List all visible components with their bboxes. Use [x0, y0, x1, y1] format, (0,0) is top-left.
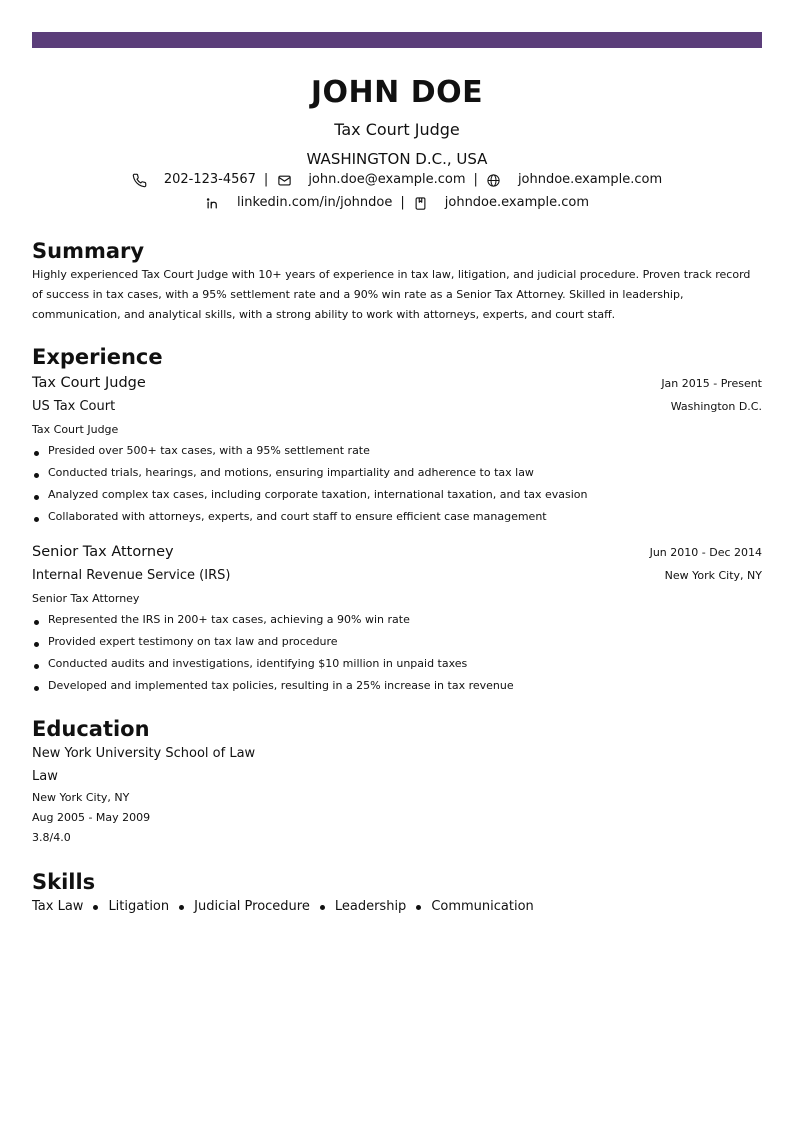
phone-text[interactable]: 202-123-4567: [163, 172, 256, 187]
job-location: Washington D.C.: [670, 400, 762, 413]
education-field: Law: [32, 769, 58, 784]
resume-page: [32, 32, 762, 918]
list-item: Conducted trials, hearings, and motions, ensuring impartiality and adherence to tax law: [32, 462, 762, 484]
bullet-dot: [93, 905, 98, 910]
bookmark-icon: [413, 195, 429, 211]
summary-text: Highly experienced Tax Court Judge with 10+ years of experience in tax law, litigation, and judicial procedure. Proven track record of success in tax cases, with a 95% settlement rate and a 90% win rate as a Senior Tax Attorney. Skilled in leadership, communication, and analytical skills, with a strong ability to work with attorneys, experts, and court staff.: [32, 268, 751, 321]
job-role: Tax Court Judge: [32, 423, 119, 436]
skill-item: Judicial Procedure: [194, 899, 310, 914]
list-item: Collaborated with attorneys, experts, and court staff to ensure efficient case management: [32, 506, 762, 528]
job-dates: Jan 2015 - Present: [661, 377, 762, 390]
skills-list: [32, 896, 762, 918]
separator: |: [473, 172, 478, 187]
job-title: Senior Tax Attorney: [32, 544, 174, 560]
contact-row-2: [32, 194, 762, 212]
skill-item: Tax Law: [32, 899, 84, 914]
education-gpa: 3.8/4.0: [32, 831, 71, 844]
job-role: Senior Tax Attorney: [32, 592, 140, 605]
candidate-title: Tax Court Judge: [334, 120, 460, 139]
list-item: Developed and implemented tax policies, resulting in a 25% increase in tax revenue: [32, 675, 762, 697]
list-item: Provided expert testimony on tax law and procedure: [32, 631, 762, 653]
globe-icon: [486, 172, 502, 188]
candidate-location: WASHINGTON D.C., USA: [306, 150, 488, 168]
skill-item: Leadership: [334, 899, 407, 914]
skill-item: Litigation: [108, 899, 170, 914]
candidate-name: JOHN DOE: [310, 75, 484, 110]
education-heading: Education: [32, 717, 150, 741]
portfolio-link[interactable]: johndoe.example.com: [444, 195, 589, 210]
education-dates: Aug 2005 - May 2009: [32, 811, 151, 824]
phone-icon: [132, 172, 148, 188]
education-school: New York University School of Law: [32, 746, 256, 761]
job-entry: [32, 540, 762, 697]
email-link[interactable]: john.doe@example.com: [308, 172, 466, 187]
bullet-dot: [179, 905, 184, 910]
list-item: Represented the IRS in 200+ tax cases, achieving a 90% win rate: [32, 609, 762, 631]
job-entry: [32, 371, 762, 528]
accent-bar: [32, 32, 762, 48]
experience-heading: Experience: [32, 345, 163, 369]
linkedin-icon: [205, 195, 221, 211]
list-item: Presided over 500+ tax cases, with a 95% settlement rate: [32, 440, 762, 462]
job-title: Tax Court Judge: [32, 375, 146, 391]
job-company: Internal Revenue Service (IRS): [32, 568, 231, 583]
list-item: Analyzed complex tax cases, including corporate taxation, international taxation, and tax evasion: [32, 484, 762, 506]
skills-heading: Skills: [32, 870, 96, 894]
education-location: New York City, NY: [32, 791, 130, 804]
job-bullets: [32, 609, 762, 697]
job-company: US Tax Court: [32, 399, 116, 414]
website-link[interactable]: johndoe.example.com: [517, 172, 663, 187]
bullet-dot: [320, 905, 325, 910]
separator: |: [400, 195, 405, 210]
bullet-dot: [416, 905, 421, 910]
job-bullets: [32, 440, 762, 528]
summary-heading: Summary: [32, 239, 145, 263]
separator: |: [263, 172, 269, 187]
job-dates: Jun 2010 - Dec 2014: [649, 546, 762, 559]
linkedin-link[interactable]: linkedin.com/in/johndoe: [236, 195, 393, 210]
list-item: Conducted audits and investigations, identifying $10 million in unpaid taxes: [32, 653, 762, 675]
job-location: New York City, NY: [664, 569, 762, 582]
contact-row-1: [32, 171, 762, 189]
skill-item: Communication: [431, 899, 534, 914]
email-icon: [276, 172, 292, 188]
